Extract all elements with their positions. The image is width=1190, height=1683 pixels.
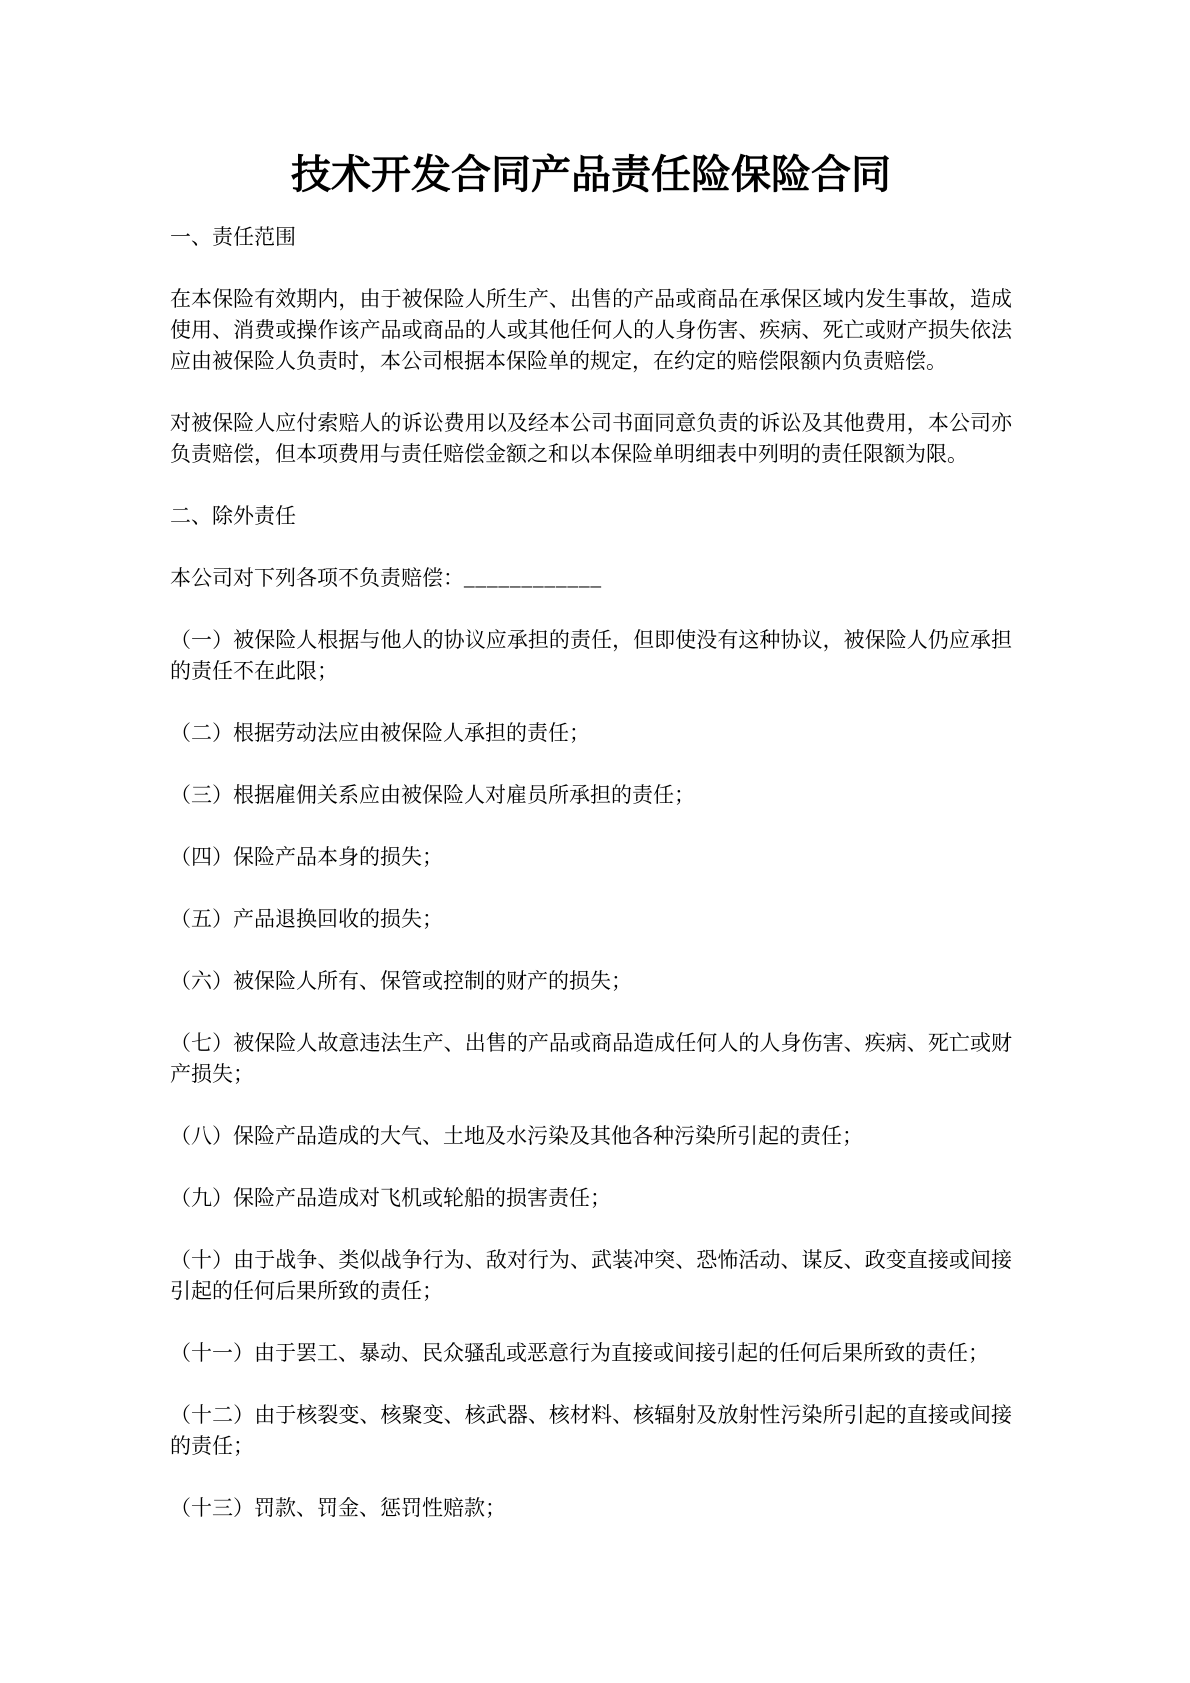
exclusions-intro-text: 本公司对下列各项不负责赔偿： bbox=[170, 566, 464, 590]
section-heading-liability-scope: 一、责任范围 bbox=[170, 225, 296, 249]
exclusion-item-1: （一）被保险人根据与他人的协议应承担的责任，但即使没有这种协议，被保险人仍应承担的责任不在此限； bbox=[170, 628, 1012, 683]
section-heading-exclusions: 二、除外责任 bbox=[170, 504, 296, 528]
exclusion-item-12: （十二）由于核裂变、核聚变、核武器、核材料、核辐射及放射性污染所引起的直接或间接的责任； bbox=[170, 1403, 1012, 1458]
exclusion-item-4: （四）保险产品本身的损失； bbox=[170, 845, 443, 869]
exclusion-item-8: （八）保险产品造成的大气、土地及水污染及其他各种污染所引起的责任； bbox=[170, 1124, 863, 1148]
paragraph-liability-scope-1: 在本保险有效期内，由于被保险人所生产、出售的产品或商品在承保区域内发生事故，造成使用、消费或操作该产品或商品的人或其他任何人的人身伤害、疾病、死亡或财产损失依法应由被保险人负责时，本公司根据本保险单的规定，在约定的赔偿限额内负责赔偿。 bbox=[170, 287, 1012, 373]
paragraph-exclusions-intro bbox=[170, 563, 1012, 594]
exclusion-item-9: （九）保险产品造成对飞机或轮船的损害责任； bbox=[170, 1186, 611, 1210]
exclusion-item-3: （三）根据雇佣关系应由被保险人对雇员所承担的责任； bbox=[170, 783, 695, 807]
exclusion-item-13: （十三）罚款、罚金、惩罚性赔款； bbox=[170, 1496, 506, 1520]
exclusion-item-11: （十一）由于罢工、暴动、民众骚乱或恶意行为直接或间接引起的任何后果所致的责任； bbox=[170, 1341, 989, 1365]
fill-in-blank-line: ____________ bbox=[464, 566, 602, 590]
exclusion-item-10: （十）由于战争、类似战争行为、敌对行为、武装冲突、恐怖活动、谋反、政变直接或间接引起的任何后果所致的责任； bbox=[170, 1248, 1012, 1303]
exclusion-item-6: （六）被保险人所有、保管或控制的财产的损失； bbox=[170, 969, 632, 993]
paragraph-liability-scope-2: 对被保险人应付索赔人的诉讼费用以及经本公司书面同意负责的诉讼及其他费用，本公司亦负责赔偿，但本项费用与责任赔偿金额之和以本保险单明细表中列明的责任限额为限。 bbox=[170, 411, 1012, 466]
exclusion-item-2: （二）根据劳动法应由被保险人承担的责任； bbox=[170, 721, 590, 745]
exclusion-item-5: （五）产品退换回收的损失； bbox=[170, 907, 443, 931]
document-title: 技术开发合同产品责任险保险合同 bbox=[291, 152, 891, 197]
exclusion-item-7: （七）被保险人故意违法生产、出售的产品或商品造成任何人的人身伤害、疾病、死亡或财产损失； bbox=[170, 1031, 1012, 1086]
